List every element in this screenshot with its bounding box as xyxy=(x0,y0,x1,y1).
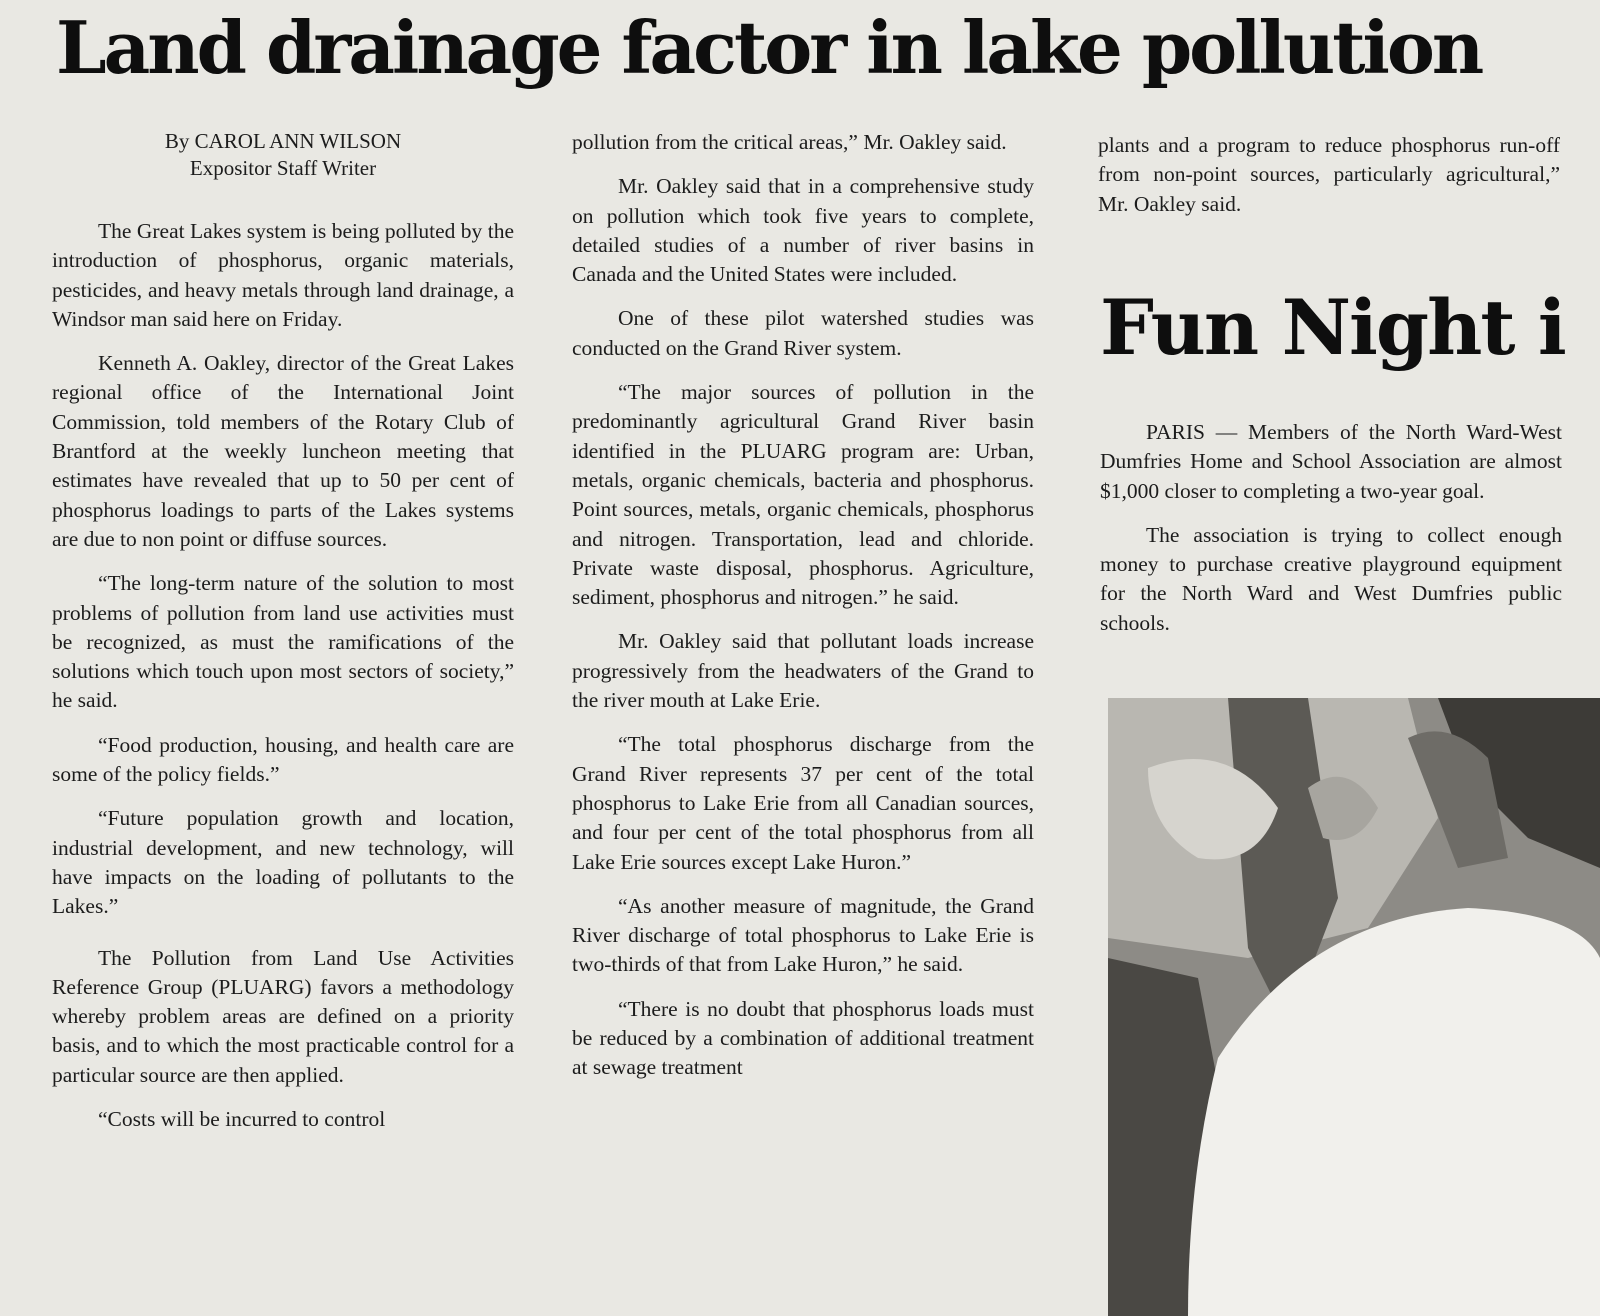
paragraph: “The total phosphorus discharge from the Grand River represents 37 per cent of the total phosphorus to Lake Erie from all Canadian sources, and four per cent of the total phosphorus from all Lake Erie sources except Lake Huron.” xyxy=(572,732,1034,874)
paragraph: “There is no doubt that phosphorus loads must be reduced by a combination of additional treatment at sewage treatment xyxy=(572,996,1034,1080)
sidebar-article-body xyxy=(1100,418,1562,678)
paragraph: “The long-term nature of the solution to most problems of pollution from land use activities must be recognized, as must the ramifications of the solutions which touch upon most sectors of society,” he said. xyxy=(52,571,514,713)
paragraph: The Great Lakes system is being polluted by the introduction of phosphorus, organic materials, pesticides, and heavy metals through land drainage, a Windsor man said here on Friday. xyxy=(52,219,514,331)
sidebar-headline: Fun Night i xyxy=(1100,283,1565,372)
paragraph: “Food production, housing, and health care are some of the policy fields.” xyxy=(52,732,514,787)
paragraph: Mr. Oakley said that pollutant loads increase progressively from the headwaters of the Grand to the river mouth at Lake Erie. xyxy=(572,629,1034,713)
paragraph-continuation: plants and a program to reduce phosphorus run-off from non-point sources, particularly agricultural,” Mr. Oakley said. xyxy=(1098,133,1560,216)
main-headline: Land drainage factor in lake pollution xyxy=(56,5,1482,90)
byline xyxy=(52,128,514,182)
paragraph: “Future population growth and location, industrial development, and new technology, will have impacts on the loading of pollutants to the Lakes.” xyxy=(52,806,514,919)
paragraph: The association is trying to collect enough money to purchase creative playground equipment for the North Ward and West Dumfries public schools. xyxy=(1100,522,1562,635)
photo-graphic xyxy=(1108,698,1600,1316)
paragraph: One of these pilot watershed studies was conducted on the Grand River system. xyxy=(572,306,1034,360)
article-column-3 xyxy=(1098,131,1560,231)
paragraph: “As another measure of magnitude, the Grand River discharge of total phosphorus to Lake Erie is two-thirds of that from Lake Huron,” he said. xyxy=(572,893,1034,977)
paragraph: PARIS — Members of the North Ward-West Dumfries Home and School Association are almost $1,000 closer to completing a two-year goal. xyxy=(1100,420,1562,503)
paragraph: The Pollution from Land Use Activities Reference Group (PLUARG) favors a methodology whereby problem areas are defined on a priority basis, and to which the most practicable control for a particular source are then applied. xyxy=(52,945,514,1087)
article-column-1 xyxy=(52,217,514,1262)
news-photo xyxy=(1108,698,1600,1316)
byline-author: By CAROL ANN WILSON xyxy=(164,129,402,153)
article-column-2 xyxy=(572,128,1034,1268)
paragraph: Mr. Oakley said that in a comprehensive study on pollution which took five years to complete, detailed studies of a number of river basins in Canada and the United States were included. xyxy=(572,174,1034,287)
paragraph: “The major sources of pollution in the predominantly agricultural Grand River basin identified in the PLUARG program are: Urban, metals, organic chemicals, bacteria and phosphorus. Point sources, metals, organic chemicals, phosphorus and nitrogen. Transportation, lead and chloride. Private waste disposal, phosphorus. Agriculture, sediment, phosphorus and nitrogen.” he said. xyxy=(572,380,1034,610)
paragraph-continuation: pollution from the critical areas,” Mr. Oakley said. xyxy=(572,130,1007,154)
paragraph: Kenneth A. Oakley, director of the Great Lakes regional office of the International Joint Commission, told members of the Rotary Club of Brantford at the weekly luncheon meeting that estimates have revealed that up to 50 per cent of phosphorus loadings to parts of the Lakes systems are due to non point or diffuse sources. xyxy=(52,351,514,551)
byline-title: Expositor Staff Writer xyxy=(189,156,377,180)
paragraph: “Costs will be incurred to control xyxy=(98,1107,386,1132)
